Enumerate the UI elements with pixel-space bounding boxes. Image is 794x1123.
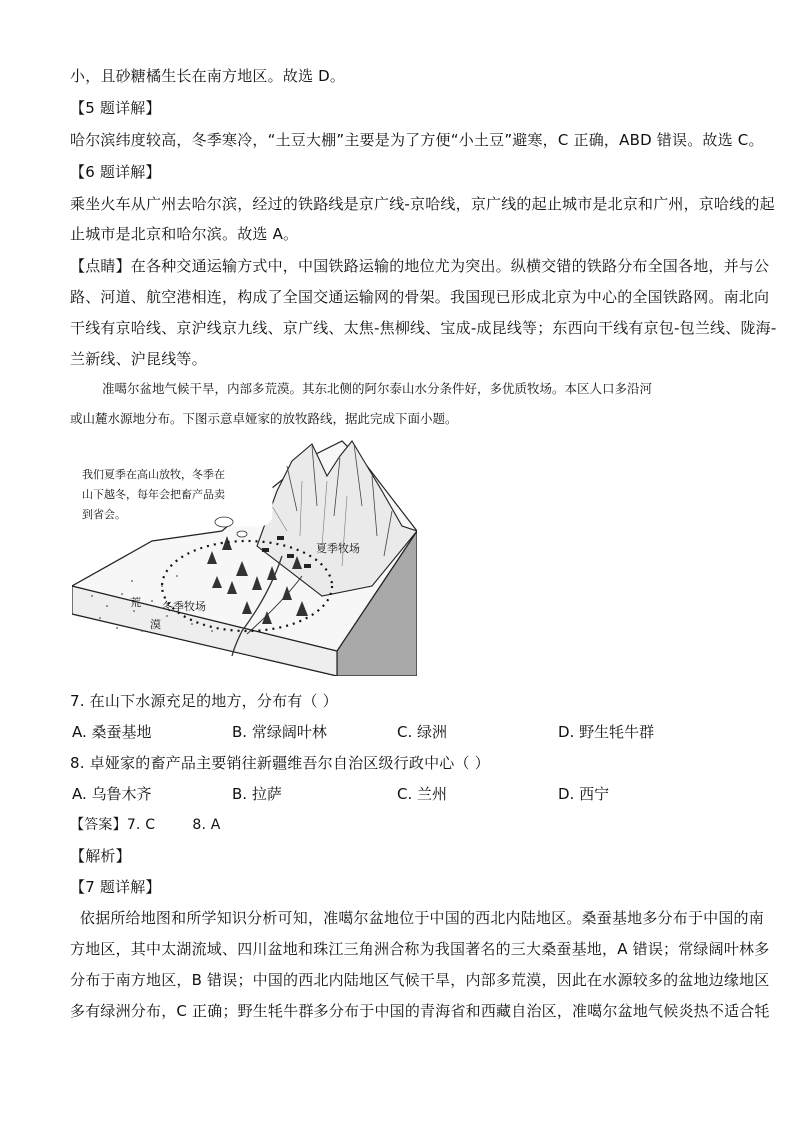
question-8-stem: 8. 卓娅家的畜产品主要销往新疆维吾尔自治区级行政中心（ ）: [70, 754, 490, 772]
speech-text: 到省会。: [82, 508, 126, 521]
text-line: 乘坐火车从广州去哈尔滨，经过的铁路线是京广线-京哈线，京广线的起止城市是北京和广州，京哈线的起: [70, 195, 775, 213]
question-intro-line: 或山麓水源地分布。下图示意卓娅家的放牧路线，据此完成下面小题。: [70, 411, 458, 426]
answer-line: [70, 815, 730, 835]
q7-option-b: B. 常绿阔叶林: [232, 723, 327, 741]
q8-option-b: B. 拉萨: [232, 785, 282, 803]
speech-text: 我们夏季在高山放牧，冬季在: [82, 468, 225, 481]
section-heading-q6: 【6 题详解】: [70, 163, 161, 181]
speech-text: 山下越冬，每年会把畜产品卖: [82, 488, 225, 501]
answer-text: 7. C 8. A: [126, 817, 221, 833]
winter-pasture-label: 冬季牧场: [162, 600, 206, 613]
text-line: 止城市是北京和哈尔滨。故选 A。: [70, 225, 299, 243]
text-line: 哈尔滨纬度较高，冬季寒冷，“土豆大棚”主要是为了方便“小土豆”避寒，C 正确，ABD 错误。故选 C。: [70, 131, 764, 149]
q8-option-c: C. 兰州: [397, 785, 448, 803]
answer-label: 【答案】: [70, 817, 127, 833]
question-7-stem: 7. 在山下水源充足的地方，分布有（ ）: [70, 692, 338, 710]
desert-label: 漠: [150, 618, 161, 631]
grazing-route-figure: [72, 436, 417, 676]
q7-option-a: A. 桑蚕基地: [72, 723, 152, 741]
text-line: 兰新线、沪昆线等。: [70, 350, 207, 368]
text-line: 干线有京哈线、京沪线京九线、京广线、太焦-焦柳线、宝成-成昆线等；东西向干线有京包-包兰线、陇海-: [70, 319, 777, 337]
comment-line: 【点睛】在各种交通运输方式中，中国铁路运输的地位尤为突出。纵横交错的铁路分布全国各地，并与公: [70, 257, 770, 275]
desert-label: 荒: [130, 596, 141, 609]
q8-option-a: A. 乌鲁木齐: [72, 785, 152, 803]
section-heading-q5: 【5 题详解】: [70, 99, 161, 117]
text-line: 方地区，其中太湖流域、四川盆地和珠江三角洲合称为我国著名的三大桑蚕基地，A 错误；常绿阔叶林多: [70, 940, 770, 958]
q8-option-d: D. 西宁: [558, 785, 610, 803]
analysis-heading: 【解析】: [70, 847, 131, 865]
summer-pasture-label: 夏季牧场: [316, 542, 360, 555]
text-line: 路、河道、航空港相连，构成了全国交通运输网的骨架。我国现已形成北京为中心的全国铁路网。南北向: [70, 288, 770, 306]
text-line: 多有绿洲分布，C 正确；野生牦牛群多分布于中国的青海省和西藏自治区，准噶尔盆地气候炎热不适合牦: [70, 1002, 770, 1020]
text-line: 分布于南方地区，B 错误；中国的西北内陆地区气候干旱，内部多荒漠，因此在水源较多的盆地边缘地区: [70, 971, 770, 989]
detail-7-heading: 【7 题详解】: [70, 878, 161, 896]
q7-option-c: C. 绿洲: [397, 723, 448, 741]
text-line: 小，且砂糖橘生长在南方地区。故选 D。: [70, 67, 346, 85]
question-intro-line: 准噶尔盆地气候干旱，内部多荒漠。其东北侧的阿尔泰山水分条件好，多优质牧场。本区人口多沿河: [102, 381, 653, 396]
q7-option-d: D. 野生牦牛群: [558, 723, 655, 741]
text-line: 依据所给地图和所学知识分析可知，准噶尔盆地位于中国的西北内陆地区。桑蚕基地多分布于中国的南: [70, 909, 764, 927]
